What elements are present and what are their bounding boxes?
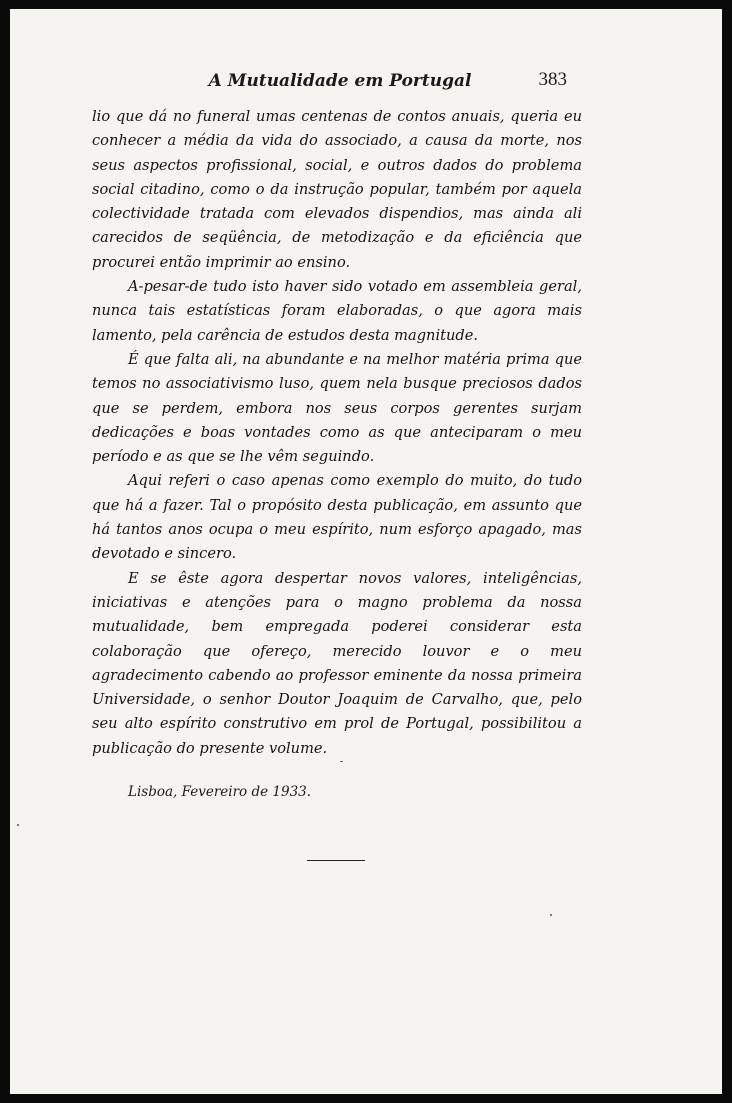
paragraph: E se êste agora despertar novos valores, inteligências, iniciativas e atenções para o magno problema da nossa mutualidade, bem empregada poderei considerar esta colaboração que ofereço, merecido louvor e o meu agradecimento cabendo ao professor eminente da nossa primeira Universidade, o senhor Doutor Joaquim de Carvalho, que, pelo seu alto espírito construtivo em prol de Portugal, possibilitou a publicação do presente volume. bbox=[92, 569, 582, 757]
closing-rule bbox=[307, 860, 365, 861]
paper-speck bbox=[17, 824, 19, 826]
running-header: A Mutualidade em Portugal bbox=[208, 71, 472, 91]
paragraph: Aqui referi o caso apenas como exemplo do muito, do tudo que há a fazer. Tal o propósito desta publicação, em assunto que há tantos anos ocupa o meu espírito, num esforço apagado, mas devotado e sincero. bbox=[92, 472, 582, 563]
paper-speck bbox=[340, 761, 343, 762]
book-page bbox=[10, 9, 722, 1094]
body-text bbox=[92, 105, 582, 761]
paragraph: lio que dá no funeral umas centenas de contos anuais, queria eu conhecer a média da vida do associado, a causa da morte, nos seus aspectos profissional, social, e outros dados do problema social citadino, como o da instrução popular, também por aquela colectividade tratada com elevados dispendios, mas ainda ali carecidos de seqüência, de metodização e da eficiência que procurei então imprimir ao ensino. bbox=[92, 108, 582, 271]
paragraph: A-pesar-de tudo isto haver sido votado em assembleia geral, nunca tais estatísticas foram elaboradas, o que agora mais lamento, pela carência de estudos desta magnitude. bbox=[92, 278, 582, 344]
page-number: 383 bbox=[538, 69, 567, 90]
paragraph: É que falta ali, na abundante e na melhor matéria prima que temos no associativismo luso, quem nela busque preciosos dados que se perdem, embora nos seus corpos gerentes surjam dedicações e boas vontades como as que anteciparam o meu período e as que se lhe vêm seguindo. bbox=[92, 350, 582, 466]
paper-speck bbox=[550, 914, 552, 916]
place-date-signature: Lisboa, Fevereiro de 1933. bbox=[128, 784, 312, 800]
